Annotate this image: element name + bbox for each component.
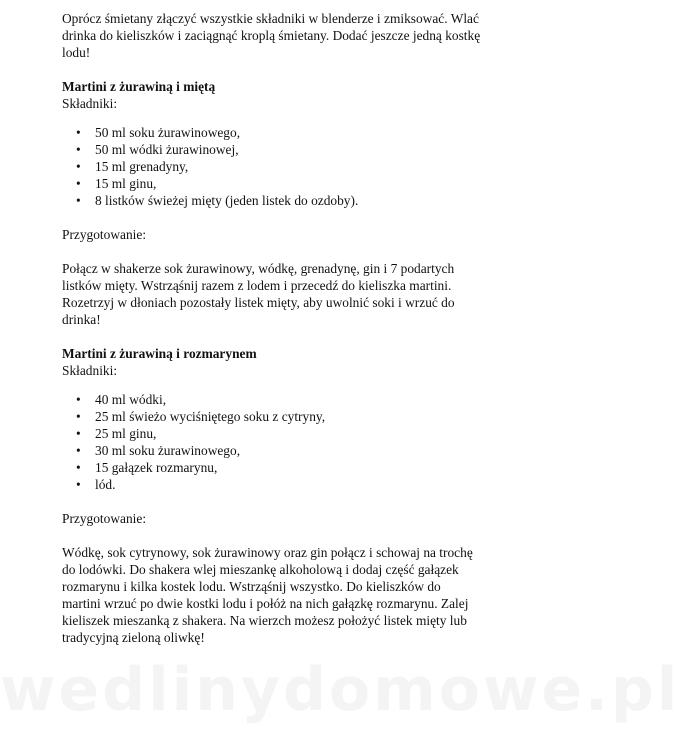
- bullet-icon: •: [76, 125, 81, 140]
- ingredients-list: [62, 124, 482, 209]
- bullet-icon: •: [76, 392, 81, 407]
- bullet-icon: •: [76, 443, 81, 458]
- intro-paragraph: Oprócz śmietany złączyć wszystkie składniki w blenderze i zmiksować. Wlać drinka do kieliszków i zaciągnąć kroplą śmietany. Dodać jeszcze jedną kostkę lodu!: [62, 11, 481, 60]
- bullet-icon: •: [76, 142, 81, 157]
- recipe-title: Martini z żurawiną i miętą: [62, 79, 216, 94]
- document-page: [62, 10, 482, 646]
- list-item: • 40 ml wódki,: [76, 392, 167, 407]
- list-item: • 25 ml świeżo wyciśniętego soku z cytryny,: [76, 409, 326, 424]
- recipe-cranberry-mint: [62, 78, 482, 328]
- list-item: • 15 ml ginu,: [76, 176, 157, 191]
- ingredients-label: Składniki:: [62, 363, 118, 378]
- ingredients-list: [62, 391, 482, 493]
- bullet-icon: •: [76, 409, 81, 424]
- bullet-icon: •: [76, 193, 81, 208]
- ingredients-label: Składniki:: [62, 96, 118, 111]
- list-item: • 15 ml grenadyny,: [76, 159, 189, 174]
- preparation-label: Przygotowanie:: [62, 227, 147, 242]
- recipe-cranberry-rosemary: [62, 345, 482, 646]
- list-item: • 25 ml ginu,: [76, 426, 157, 441]
- bullet-icon: •: [76, 477, 81, 492]
- recipe-title: Martini z żurawiną i rozmarynem: [62, 346, 257, 361]
- bullet-icon: •: [76, 426, 81, 441]
- bullet-icon: •: [76, 460, 81, 475]
- list-item: • 50 ml wódki żurawinowej,: [76, 142, 239, 157]
- bullet-icon: •: [76, 159, 81, 174]
- list-item: • 8 listków świeżej mięty (jeden listek do ozdoby).: [76, 193, 359, 208]
- bullet-icon: •: [76, 176, 81, 191]
- list-item: • 50 ml soku żurawinowego,: [76, 125, 241, 140]
- watermark: wedlinydomowe.pl: [0, 655, 680, 725]
- preparation-text: Połącz w shakerze sok żurawinowy, wódkę, grenadynę, gin i 7 podartych listków mięty. Wstrząśnij razem z lodem i przecedź do kieliszka martini. Rozetrzyj w dłoniach pozostały listek mięty, aby uwolnić soki i wrzuć do drinka!: [62, 261, 455, 327]
- preparation-text: Wódkę, sok cytrynowy, sok żurawinowy oraz gin połącz i schowaj na trochę do lodówki. Do shakera wlej mieszankę alkoholową i dodaj część gałązek rozmarynu i kilka kostek lodu. Wstrząśnij wszystko. Do kieliszków do martini wrzuć po dwie kostki lodu i połóż na nich gałązkę rozmarynu. Zalej kieliszek mieszanką z shakera. Na wierzch możesz położyć listek mięty lub tradycyjną zieloną oliwkę!: [62, 545, 473, 645]
- list-item: • 15 gałązek rozmarynu,: [76, 460, 218, 475]
- list-item: • lód.: [76, 477, 116, 492]
- preparation-label: Przygotowanie:: [62, 511, 147, 526]
- list-item: • 30 ml soku żurawinowego,: [76, 443, 241, 458]
